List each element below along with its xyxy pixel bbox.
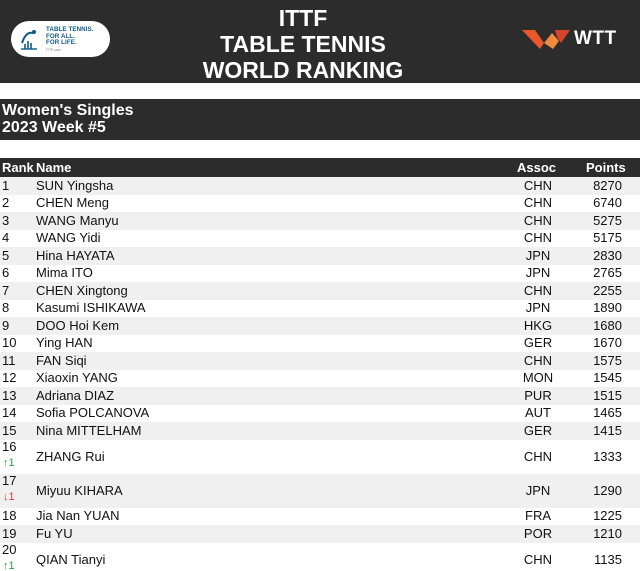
points-cell: 1890 (593, 300, 622, 315)
rank-cell: 5 (2, 247, 10, 263)
points-cell: 8270 (593, 177, 622, 193)
name-cell: Kasumi ISHIKAWA (36, 300, 146, 315)
name-cell: Fu YU (36, 525, 73, 541)
assoc-cell: CHN (523, 177, 553, 193)
assoc-cell: GER (523, 335, 553, 350)
name-cell: DOO Hoi Kem (36, 317, 120, 333)
table-row (0, 508, 640, 526)
rank-cell: 16 (2, 438, 17, 454)
rank-cell: 10 (2, 335, 17, 350)
rank-cell: 12 (2, 370, 17, 385)
rank-cell: 8 (2, 300, 10, 315)
assoc-cell: GER (523, 422, 553, 438)
rank-cell: 6 (2, 265, 10, 280)
rank-cell: 14 (2, 405, 17, 420)
table-row (0, 317, 640, 335)
name-cell: Sofia POLCANOVA (36, 405, 150, 420)
rank-cell: 18 (2, 508, 17, 523)
rank-cell: 3 (2, 212, 10, 228)
rank-cell: 20 (2, 541, 17, 557)
points-cell: 1225 (593, 508, 622, 523)
ranking-table (0, 158, 640, 571)
rank-cell: 15 (2, 422, 17, 438)
table-row (0, 230, 640, 248)
header-assoc: Assoc (517, 160, 557, 175)
name-cell: Mima ITO (36, 265, 93, 280)
table-body (0, 177, 640, 571)
points-cell: 1575 (593, 352, 622, 368)
rank-cell: 11 (2, 352, 16, 368)
assoc-cell: JPN (525, 482, 551, 498)
assoc-cell: HKG (523, 317, 553, 333)
name-cell: CHEN Meng (36, 195, 109, 210)
assoc-cell: POR (523, 525, 553, 541)
rank-cell: 17 (2, 472, 17, 488)
name-cell: Jia Nan YUAN (36, 508, 120, 523)
name-cell: WANG Yidi (36, 230, 101, 245)
points-cell: 1465 (593, 405, 622, 420)
name-cell: FAN Siqi (36, 352, 87, 368)
table-row (0, 525, 640, 543)
title-line: TABLE TENNIS (220, 31, 386, 57)
assoc-cell: CHN (523, 551, 553, 567)
table-row (0, 543, 640, 571)
points-cell: 1545 (593, 370, 622, 385)
table-row (0, 370, 640, 388)
table-row (0, 474, 640, 508)
rank-cell: 7 (2, 282, 10, 298)
points-cell: 1670 (593, 335, 622, 350)
assoc-cell: CHN (523, 212, 553, 228)
assoc-cell: CHN (523, 230, 553, 245)
rank-change-indicator: ↑1 (3, 559, 15, 571)
table-row (0, 300, 640, 318)
table-row (0, 352, 640, 370)
table-row (0, 265, 640, 283)
points-cell: 5175 (593, 230, 622, 245)
assoc-cell: AUT (525, 405, 551, 420)
assoc-cell: CHN (523, 195, 553, 210)
ittf-logo-icon (19, 27, 41, 51)
assoc-cell: CHN (523, 282, 553, 298)
points-cell: 1290 (593, 482, 622, 498)
rank-cell: 1 (2, 177, 10, 193)
table-row (0, 177, 640, 195)
name-cell: CHEN Xingtong (36, 282, 128, 298)
points-cell: 1680 (593, 317, 622, 333)
points-cell: 1210 (593, 525, 622, 541)
rank-cell: 2 (2, 195, 10, 210)
ittf-slogan (46, 27, 94, 47)
table-row (0, 422, 640, 440)
rank-change-indicator: ↑1 (3, 456, 15, 469)
wtt-logo (521, 27, 631, 53)
points-cell: 2255 (593, 282, 622, 298)
name-cell: ZHANG Rui (36, 448, 105, 464)
event-category: Women's Singles (2, 102, 134, 119)
points-cell: 1415 (593, 422, 622, 438)
assoc-cell: JPN (525, 265, 551, 280)
points-cell: 1333 (593, 448, 622, 464)
badge-line: TABLE TENNIS. (46, 26, 94, 33)
header-name: Name (36, 160, 72, 175)
name-cell: WANG Manyu (36, 212, 119, 228)
header-rank: Rank (2, 160, 34, 175)
badge-line: FOR LIFE. (46, 39, 77, 47)
points-cell: 6740 (593, 195, 622, 210)
header-banner (0, 0, 640, 83)
assoc-cell: MON (522, 370, 554, 385)
table-header (0, 158, 640, 177)
table-row (0, 247, 640, 265)
table-row (0, 212, 640, 230)
table-row (0, 440, 640, 474)
rank-cell: 4 (2, 230, 10, 245)
name-cell: Hina HAYATA (36, 247, 115, 263)
rank-cell: 13 (2, 387, 17, 403)
assoc-cell: CHN (523, 352, 553, 368)
name-cell: Adriana DIAZ (36, 387, 115, 403)
name-cell: Xiaoxin YANG (36, 370, 118, 385)
rank-cell: 19 (2, 525, 17, 541)
name-cell: QIAN Tianyi (36, 551, 106, 567)
spacer-band (0, 83, 640, 99)
assoc-cell: JPN (525, 300, 551, 315)
assoc-cell: FRA (525, 508, 551, 523)
name-cell: Ying HAN (36, 335, 93, 350)
table-row (0, 195, 640, 213)
points-cell: 1135 (594, 551, 622, 567)
name-cell: Miyuu KIHARA (36, 482, 123, 498)
event-heading (0, 99, 640, 140)
name-cell: Nina MITTELHAM (36, 422, 142, 438)
wtt-wordmark: WTT (574, 28, 617, 49)
header-points: Points (586, 160, 626, 175)
rank-change-indicator: ↓1 (3, 490, 15, 503)
title-line: WORLD RANKING (202, 57, 404, 83)
rank-cell: 9 (2, 317, 10, 333)
table-row (0, 387, 640, 405)
wtt-logo-icon (521, 27, 571, 53)
event-week: 2023 Week #5 (2, 119, 106, 136)
table-row (0, 282, 640, 300)
points-cell: 5275 (593, 212, 622, 228)
assoc-cell: PUR (524, 387, 552, 403)
assoc-cell: CHN (523, 448, 553, 464)
ittf-logo-badge (11, 21, 110, 57)
badge-line: FOR ALL. (46, 32, 76, 40)
table-row (0, 335, 640, 353)
points-cell: 1515 (593, 387, 622, 403)
page-title (150, 5, 456, 83)
title-line: ITTF (278, 5, 328, 31)
points-cell: 2765 (593, 265, 622, 280)
badge-sub: ITTF.com (46, 48, 61, 52)
name-cell: SUN Yingsha (36, 177, 114, 193)
assoc-cell: JPN (525, 247, 551, 263)
table-row (0, 405, 640, 423)
points-cell: 2830 (593, 247, 622, 263)
